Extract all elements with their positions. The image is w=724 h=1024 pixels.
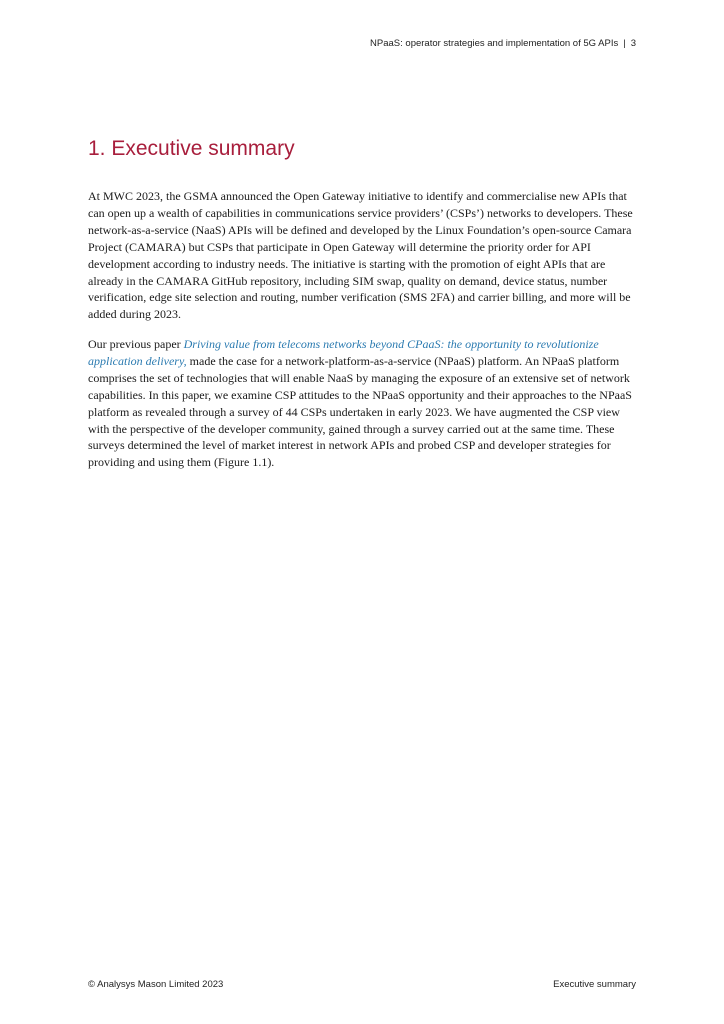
footer-section-label: Executive summary	[553, 979, 636, 990]
paragraph-1: At MWC 2023, the GSMA announced the Open Gateway initiative to identify and commercialise new APIs that can open up a wealth of capabilities in communications service providers’ (CSPs’) networks to developers. These network-as-a-service (NaaS) APIs will be defined and developed by the Linux Foundation’s open-source Camara Project (CAMARA) but CSPs that participate in Open Gateway will determine the priority order for API development according to industry needs. The initiative is starting with the promotion of eight APIs that are already in the CAMARA GitHub repository, including SIM swap, quality on demand, device status, number verification, edge site selection and routing, number verification (SMS 2FA) and carrier billing, and more will be added during 2023.	[88, 189, 633, 322]
footer-copyright: © Analysys Mason Limited 2023	[88, 979, 224, 990]
previous-paper-link[interactable]: Driving value from telecoms networks beyond CPaaS: the opportunity to revolutionize application delivery,	[88, 337, 599, 368]
paragraph-2-body: made the case for a network-platform-as-a-service (NPaaS) platform. An NPaaS platform comprises the set of technologies that will enable NaaS by managing the exposure of an extensive set of network capabilities. In this paper, we examine CSP attitudes to the NPaaS opportunity and their approaches to the NPaaS platform as revealed through a survey of 44 CSPs undertaken in early 2023. We have augmented the CSP view with the perspective of the developer community, gained through a survey carried out at the same time. These surveys determined the level of market interest in network APIs and probed CSP and developer strategies for providing and using them (Figure 1.1).	[88, 353, 632, 470]
running-header	[370, 38, 636, 49]
paragraph-2	[88, 336, 640, 471]
running-header-separator: |	[623, 38, 626, 49]
section-title: 1. Executive summary	[88, 137, 295, 160]
page-number: 3	[630, 38, 636, 49]
paragraph-2-intro: Our previous paper	[88, 337, 184, 351]
running-header-title: NPaaS: operator strategies and implementation of 5G APIs	[370, 38, 619, 49]
